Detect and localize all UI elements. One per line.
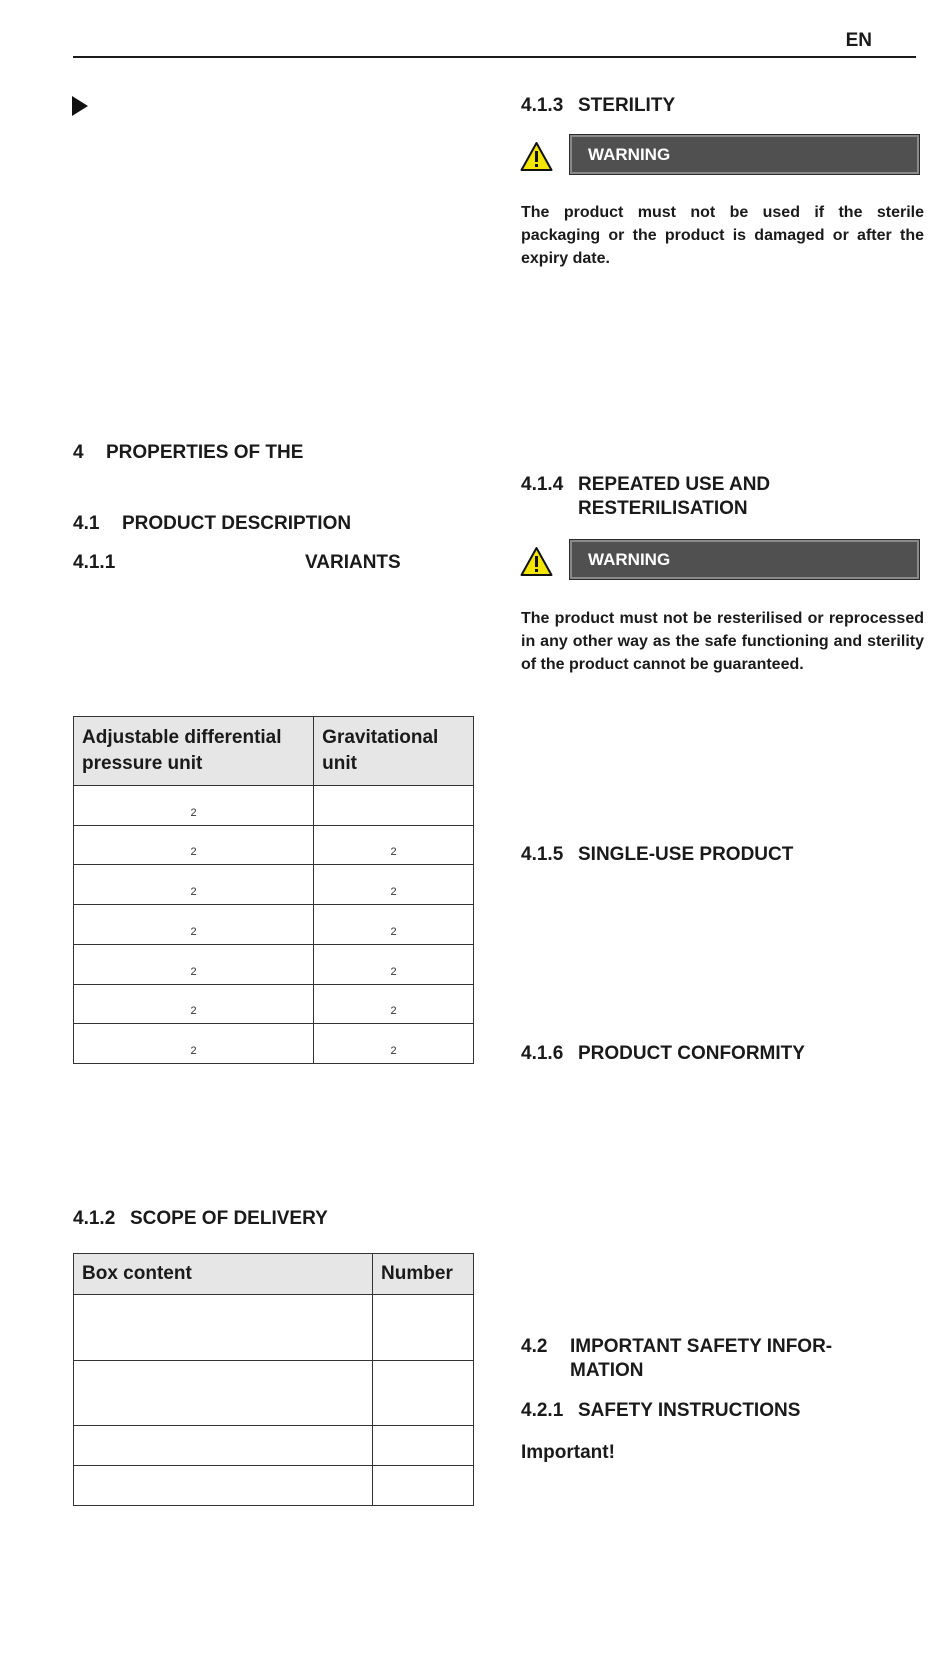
heading-number: 4.1.2 <box>73 1208 116 1229</box>
heading-number: 4.1 <box>73 513 100 534</box>
heading-4-1-5 <box>521 843 793 867</box>
table-row <box>74 1361 474 1426</box>
table-cell <box>373 1361 474 1426</box>
table-cell: 2 <box>314 945 474 985</box>
table-cell <box>373 1426 474 1466</box>
heading-4-1-3 <box>521 94 675 118</box>
table-cell <box>373 1466 474 1506</box>
variants-table <box>73 716 474 1064</box>
heading-4-1 <box>73 512 351 536</box>
heading-4-1-6 <box>521 1042 805 1066</box>
table-row <box>74 1024 474 1064</box>
table-cell: 2 <box>314 865 474 905</box>
sterility-paragraph: The product must not be used if the sterile packaging or the product is damaged or after the expiry date. <box>521 204 924 267</box>
warning-icon <box>520 141 553 172</box>
table-row <box>74 1295 474 1361</box>
warning-icon <box>520 546 553 577</box>
table-cell: 2 <box>314 1024 474 1064</box>
table-header: Adjustable differential pressure unit <box>74 717 314 786</box>
table-cell: 2 <box>74 985 314 1024</box>
heading-4-2-1 <box>521 1399 800 1423</box>
heading-title: PROPERTIES OF THE <box>106 442 304 463</box>
table-cell: 2 <box>74 826 314 865</box>
heading-4-2 <box>521 1335 832 1383</box>
heading-number: 4.1.5 <box>521 844 564 865</box>
heading-4-1-1 <box>73 551 401 575</box>
table-row <box>74 826 474 865</box>
table-cell <box>314 786 474 826</box>
heading-title-line2: RESTERILISATION <box>578 498 748 519</box>
delivery-table <box>73 1253 474 1506</box>
table-cell: 2 <box>314 985 474 1024</box>
table-row <box>74 786 474 826</box>
table-row <box>74 945 474 985</box>
heading-4-1-4 <box>521 473 770 521</box>
table-row <box>74 985 474 1024</box>
table-cell: 2 <box>74 865 314 905</box>
heading-title: PRODUCT CONFORMITY <box>578 1043 805 1064</box>
table-header: Box content <box>74 1254 373 1295</box>
heading-title: SINGLE-USE PRODUCT <box>578 844 794 865</box>
table-cell <box>74 1426 373 1466</box>
heading-4 <box>73 441 303 465</box>
table-cell: 2 <box>74 945 314 985</box>
heading-title-line2: MATION <box>570 1360 644 1381</box>
table-cell <box>74 1466 373 1506</box>
table-header: Gravitational unit <box>314 717 474 786</box>
table-row <box>74 1466 474 1506</box>
table-cell: 2 <box>314 826 474 865</box>
heading-number: 4.1.3 <box>521 95 564 116</box>
heading-title: SAFETY INSTRUCTIONS <box>578 1400 801 1421</box>
table-row <box>74 905 474 945</box>
heading-number: 4.1.1 <box>73 552 116 573</box>
table-cell: 2 <box>314 905 474 945</box>
heading-title: IMPORTANT SAFETY INFOR- <box>570 1336 833 1357</box>
heading-number: 4.2.1 <box>521 1400 564 1421</box>
header-rule <box>73 56 916 58</box>
table-cell <box>74 1295 373 1361</box>
heading-number: 4.1.6 <box>521 1043 564 1064</box>
heading-title: STERILITY <box>578 95 676 116</box>
table-cell: 2 <box>74 905 314 945</box>
important-label: Important! <box>521 1442 615 1463</box>
table-cell <box>74 1361 373 1426</box>
heading-number: 4.1.4 <box>521 474 564 495</box>
heading-number: 4 <box>73 442 84 463</box>
table-row <box>74 1426 474 1466</box>
heading-title: PRODUCT DESCRIPTION <box>122 513 352 534</box>
heading-number: 4.2 <box>521 1336 548 1357</box>
heading-title: SCOPE OF DELIVERY <box>130 1208 328 1229</box>
heading-title: REPEATED USE AND <box>578 474 771 495</box>
table-cell: 2 <box>74 1024 314 1064</box>
table-row <box>74 865 474 905</box>
language-code: EN <box>845 30 872 51</box>
heading-4-1-2 <box>73 1207 328 1231</box>
triangle-bullet-icon <box>72 96 88 116</box>
warning-banner: WARNING <box>570 135 919 174</box>
table-cell: 2 <box>74 786 314 826</box>
resterilisation-paragraph: The product must not be resterilised or reprocessed in any other way as the safe functioning and sterility of the product cannot be guaranteed. <box>521 610 924 673</box>
table-header: Number <box>373 1254 474 1295</box>
heading-title: VARIANTS <box>305 552 401 573</box>
table-cell <box>373 1295 474 1361</box>
warning-banner: WARNING <box>570 540 919 579</box>
